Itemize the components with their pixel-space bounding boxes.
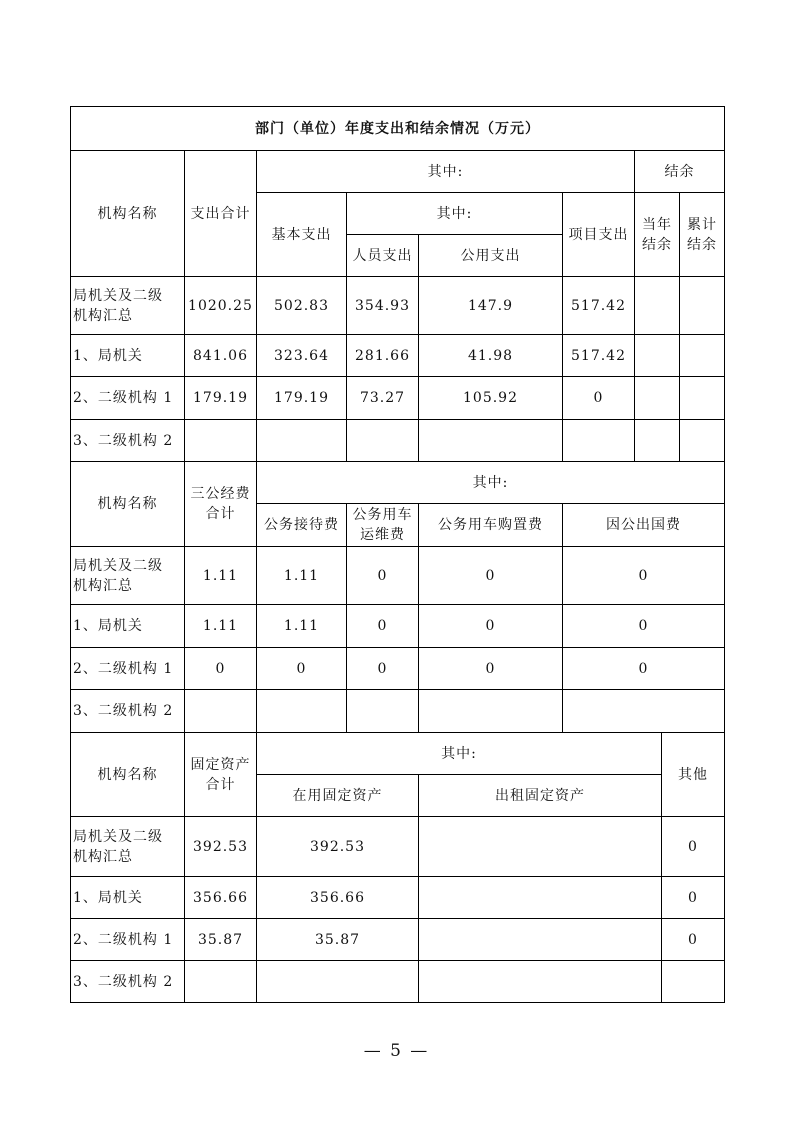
cell-total: 1.11 [185,605,257,648]
table-title: 部门（单位）年度支出和结余情况（万元） [71,107,725,151]
row-name: 2、二级机构 1 [71,648,185,690]
table-row [71,377,725,420]
table-row [71,690,725,733]
col-rented-assets: 出租固定资产 [419,775,662,817]
col-project-expenditure: 项目支出 [563,193,635,277]
row-name: 2、二级机构 1 [71,919,185,961]
cell-total: 0 [185,648,257,690]
col-personnel-expenditure: 人员支出 [347,235,419,277]
cell-other: 0 [662,919,725,961]
col-org-name: 机构名称 [71,151,185,277]
cell-other: 0 [662,877,725,919]
col-of-which: 其中: [257,733,662,775]
table-row [71,877,725,919]
cell-reception [257,690,347,733]
cell-basic: 179.19 [257,377,347,420]
col-public-expenditure: 公用支出 [419,235,563,277]
cell-project: 517.42 [563,277,635,335]
row-name: 1、局机关 [71,877,185,919]
col-car-purchase: 公务用车购置费 [419,504,563,547]
table-row [71,277,725,335]
cell-total [185,961,257,1003]
cell-total: 392.53 [185,817,257,877]
col-of-which-basic: 其中: [347,193,563,235]
col-other: 其他 [662,733,725,817]
col-car-operation [347,504,419,547]
cell-personnel: 281.66 [347,335,419,377]
row-name: 1、局机关 [71,335,185,377]
row-name: 3、二级机构 2 [71,961,185,1003]
cell-total: 841.06 [185,335,257,377]
cell-public: 105.92 [419,377,563,420]
row-name: 3、二级机构 2 [71,420,185,462]
cell-rented [419,877,662,919]
col-accumulated-balance-line1: 累计 [687,216,717,233]
col-three-public-total-line1: 三公经费 [190,486,251,502]
three-public-expenses-table [70,461,725,733]
col-current-balance-line1: 当年 [642,216,672,233]
cell-personnel [347,420,419,462]
table-row [71,547,725,605]
cell-car-purchase: 0 [419,648,563,690]
cell-current [635,277,680,335]
col-three-public-total [185,462,257,547]
col-fixed-assets-total-line1: 固定资产 [190,756,251,773]
cell-total: 1020.25 [185,277,257,335]
cell-reception: 1.11 [257,605,347,648]
cell-car-purchase: 0 [419,605,563,648]
col-three-public-total-line2: 合计 [205,506,236,522]
row-name [71,547,185,605]
cell-in-use: 35.87 [257,919,419,961]
col-accumulated-balance-line2: 结余 [687,236,717,253]
cell-car-operation [347,690,419,733]
fixed-assets-table [70,732,725,1003]
col-basic-expenditure: 基本支出 [257,193,347,277]
cell-rented [419,961,662,1003]
table-row [71,420,725,462]
cell-project: 0 [563,377,635,420]
cell-car-operation: 0 [347,547,419,605]
cell-rented [419,919,662,961]
cell-total: 356.66 [185,877,257,919]
col-fixed-assets-total-line2: 合计 [205,776,236,793]
row-name-line1: 局机关及二级 [73,828,163,845]
cell-accum [680,377,725,420]
cell-in-use [257,961,419,1003]
cell-rented [419,817,662,877]
col-car-operation-line2: 运维费 [360,527,405,543]
page-number: — 5 — [363,1041,430,1061]
table-row [71,605,725,648]
col-balance: 结余 [635,151,725,193]
cell-total: 1.11 [185,547,257,605]
row-name: 3、二级机构 2 [71,690,185,733]
cell-other [662,961,725,1003]
cell-total [185,420,257,462]
cell-project: 517.42 [563,335,635,377]
row-name [71,277,185,335]
col-fixed-assets-total [185,733,257,817]
row-name: 1、局机关 [71,605,185,648]
col-accumulated-balance [680,193,725,277]
cell-basic: 502.83 [257,277,347,335]
row-name [71,817,185,877]
col-car-operation-line1: 公务用车 [352,507,413,523]
col-current-balance [635,193,680,277]
row-name-line1: 局机关及二级 [73,557,163,574]
cell-abroad: 0 [563,605,725,648]
table-row [71,335,725,377]
cell-in-use: 356.66 [257,877,419,919]
cell-basic [257,420,347,462]
table-row [71,919,725,961]
cell-car-purchase: 0 [419,547,563,605]
expenditure-table [70,106,725,462]
row-name-line2: 机构汇总 [73,848,133,865]
cell-current [635,335,680,377]
col-in-use-assets: 在用固定资产 [257,775,419,817]
cell-accum [680,335,725,377]
cell-accum [680,277,725,335]
row-name: 2、二级机构 1 [71,377,185,420]
cell-public: 147.9 [419,277,563,335]
col-of-which: 其中: [257,462,725,504]
col-reception: 公务接待费 [257,504,347,547]
cell-abroad [563,690,725,733]
cell-personnel: 73.27 [347,377,419,420]
cell-other: 0 [662,817,725,877]
table-row [71,961,725,1003]
cell-accum [680,420,725,462]
cell-car-purchase [419,690,563,733]
cell-total: 35.87 [185,919,257,961]
cell-total [185,690,257,733]
cell-current [635,377,680,420]
cell-basic: 323.64 [257,335,347,377]
cell-personnel: 354.93 [347,277,419,335]
cell-total: 179.19 [185,377,257,420]
cell-abroad: 0 [563,648,725,690]
cell-project [563,420,635,462]
col-of-which: 其中: [257,151,635,193]
cell-car-operation: 0 [347,605,419,648]
row-name-line2: 机构汇总 [73,577,133,594]
cell-public: 41.98 [419,335,563,377]
cell-car-operation: 0 [347,648,419,690]
table-row [71,817,725,877]
cell-reception: 0 [257,648,347,690]
col-current-balance-line2: 结余 [642,236,672,253]
row-name-line1: 局机关及二级 [73,287,163,304]
table-row [71,648,725,690]
cell-in-use: 392.53 [257,817,419,877]
col-org-name: 机构名称 [71,733,185,817]
col-org-name: 机构名称 [71,462,185,547]
cell-current [635,420,680,462]
col-total-expenditure: 支出合计 [185,151,257,277]
row-name-line2: 机构汇总 [73,307,133,324]
cell-public [419,420,563,462]
col-abroad: 因公出国费 [563,504,725,547]
cell-abroad: 0 [563,547,725,605]
cell-reception: 1.11 [257,547,347,605]
